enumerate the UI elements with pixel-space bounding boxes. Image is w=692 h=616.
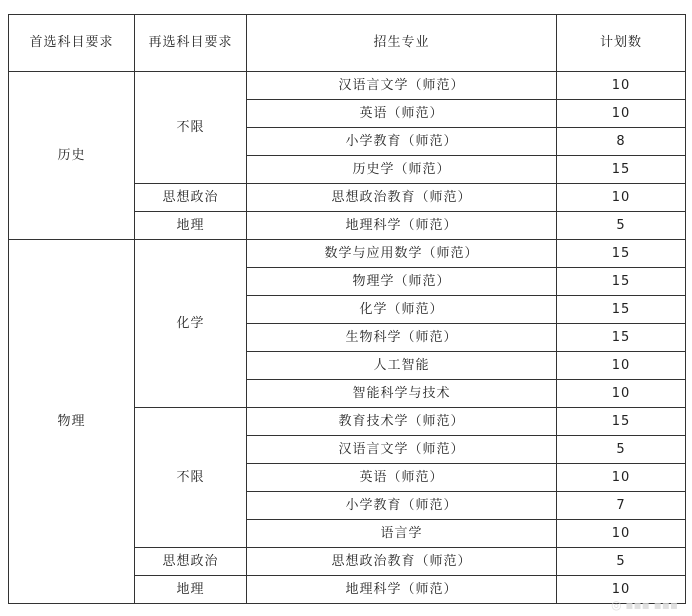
second-subject-cell: 地理 — [135, 212, 247, 240]
second-subject-cell: 思想政治 — [135, 184, 247, 212]
header-plan-count: 计划数 — [557, 15, 686, 72]
plan-count-cell: 10 — [557, 72, 686, 100]
plan-count-cell: 10 — [557, 576, 686, 604]
plan-count-cell: 15 — [557, 240, 686, 268]
major-cell: 汉语言文学（师范） — [247, 436, 557, 464]
major-cell: 历史学（师范） — [247, 156, 557, 184]
major-cell: 思想政治教育（师范） — [247, 184, 557, 212]
second-subject-cell: 不限 — [135, 408, 247, 548]
major-cell: 语言学 — [247, 520, 557, 548]
major-cell: 地理科学（师范） — [247, 212, 557, 240]
header-second-subject: 再选科目要求 — [135, 15, 247, 72]
plan-count-cell: 10 — [557, 100, 686, 128]
plan-count-cell: 8 — [557, 128, 686, 156]
major-cell: 教育技术学（师范） — [247, 408, 557, 436]
plan-count-cell: 10 — [557, 464, 686, 492]
major-cell: 汉语言文学（师范） — [247, 72, 557, 100]
first-subject-cell: 历史 — [9, 72, 135, 240]
plan-count-cell: 5 — [557, 436, 686, 464]
second-subject-cell: 思想政治 — [135, 548, 247, 576]
major-cell: 智能科学与技术 — [247, 380, 557, 408]
plan-count-cell: 15 — [557, 268, 686, 296]
major-cell: 小学教育（师范） — [247, 492, 557, 520]
plan-count-cell: 15 — [557, 296, 686, 324]
table-row — [9, 240, 686, 268]
plan-count-cell: 15 — [557, 156, 686, 184]
major-cell: 小学教育（师范） — [247, 128, 557, 156]
header-first-subject: 首选科目要求 — [9, 15, 135, 72]
major-cell: 思想政治教育（师范） — [247, 548, 557, 576]
major-cell: 英语（师范） — [247, 100, 557, 128]
plan-count-cell: 10 — [557, 352, 686, 380]
plan-count-cell: 5 — [557, 212, 686, 240]
table-body — [9, 72, 686, 604]
header-major: 招生专业 — [247, 15, 557, 72]
header-row — [9, 15, 686, 72]
plan-count-cell: 15 — [557, 408, 686, 436]
plan-count-cell: 10 — [557, 184, 686, 212]
plan-count-cell: 7 — [557, 492, 686, 520]
major-cell: 英语（师范） — [247, 464, 557, 492]
plan-count-cell: 15 — [557, 324, 686, 352]
major-cell: 人工智能 — [247, 352, 557, 380]
plan-count-cell: 5 — [557, 548, 686, 576]
major-cell: 数学与应用数学（师范） — [247, 240, 557, 268]
major-cell: 物理学（师范） — [247, 268, 557, 296]
table-row — [9, 72, 686, 100]
plan-count-cell: 10 — [557, 520, 686, 548]
first-subject-cell: 物理 — [9, 240, 135, 604]
second-subject-cell: 地理 — [135, 576, 247, 604]
second-subject-cell: 化学 — [135, 240, 247, 408]
major-cell: 地理科学（师范） — [247, 576, 557, 604]
second-subject-cell: 不限 — [135, 72, 247, 184]
plan-count-cell: 10 — [557, 380, 686, 408]
major-cell: 生物科学（师范） — [247, 324, 557, 352]
major-cell: 化学（师范） — [247, 296, 557, 324]
enrollment-plan-table — [8, 14, 686, 604]
watermark-logo: ◎ ▪▪▪ ▪▪▪ — [611, 598, 678, 612]
